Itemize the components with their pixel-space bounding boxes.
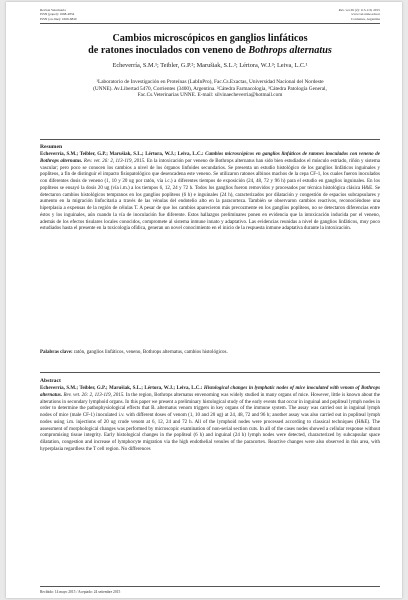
article-page (6, 2, 402, 598)
journal-location: Corrientes, Argentina (350, 16, 380, 21)
section-rule-resumen (40, 139, 380, 140)
resumen-citation-title: Cambios microscópicos en ganglios linfáticos de ratones inoculados con veneno de Bothrops alternatus. (40, 152, 381, 164)
journal-url: www.vet.unne.edu.ar (351, 12, 380, 17)
affiliations (40, 79, 380, 99)
abstract-text: In the region, Bothrops alternatus envenoming was widely studied in many organs of mice. However, little is known about the alterations in secondary lymphoid organs. In this paper we present a preliminary histological study of the early events that occur in inguinal and popliteal lymph nodes in order to determine the pathophysiological effects that B. alternatus venom triggers in key organs of the immune system. The assay was carried out in inguinal lymph nodes of mice (male CF-1) inoculated i.v. with different doses of venom (1, 10 and 20 ug) at 24, 48, 72 and 96 h; another assay was also carried out in popliteal lymph nodes using i.m. injections of 20 ug crude venom at 6, 12, 24 and 72 h. All of the lymphoid nodes were processed according to classical techniques (H&E). The assessment of morphological changes was performed by microscopic examination of non-serial section cuts. In all of the cases nodes showed a cellular response without compromising tissue integrity. Early histological changes in the popliteal (6 h) and inguinal (24 h) lymph nodes were detected, characterized by subcapsular space dilatation, congestion and increase of lymphocyte migration via the high endothelial venules of the paracortex. Reactive changes were also observed in this area, with hyperplasia regardless the T cell region. No differences (40, 392, 381, 452)
journal-name: Revista Veterinaria (40, 8, 66, 12)
affiliation-line-3: Fac.Cs.Veterinarias UNNE. E-mail: silvinaecheverria@hotmail.com (137, 92, 283, 99)
journal-header-left (40, 8, 77, 21)
issn-online: ISSN (on-line): 1669-6840 (40, 16, 77, 21)
abstract-citation-authors: Echeverría, S.M.; Teibler, G.P.; Marušiak, S.L.; Lértora, W.J.; Leiva, L.C.: (40, 386, 203, 391)
title-line-2-text: de ratones inoculados con veneno de (88, 44, 249, 56)
resumen-citation-authors: Echeverría, S.M.; Teibler, G.P.; Marušiak, S.L.; Lértora, W.J.; Leiva, L.C.: (40, 152, 204, 157)
affiliation-line-1: ¹Laboratorio de Investigación en Proteínas (LabInPro), Fac.Cs.Exactas, Universidad Nacional del Nordeste (96, 79, 324, 85)
author-list: Echeverría, S.M.¹; Teibler, G.P.²; Marušiak, S.L.²; Lértora, W.J.³; Leiva, L.C.¹ (112, 62, 308, 69)
title-species: Bothrops alternatus (248, 44, 332, 56)
resumen-citation-ref: Rev. vet. 26: 2, 113-119, 2015. (83, 158, 146, 164)
section-rule-abstract (40, 372, 380, 373)
footer-rule (40, 586, 380, 587)
journal-citation: Rev. vet 26 (2): 113-119, 2015 (338, 8, 380, 12)
keywords (40, 350, 380, 357)
abstract-body (40, 386, 380, 454)
article-title (46, 33, 374, 56)
keywords-label: Palabras clave: (40, 350, 73, 355)
resumen-heading: Resumen (40, 144, 63, 150)
resumen-body (40, 152, 380, 233)
title-line-2 (46, 45, 374, 57)
affiliation-line-2: (UNNE). Av.Libertad 5470, Corrientes (3400), Argentina. ²Cátedra Farmacología, ³Cátedra Patología General, (93, 85, 327, 92)
resumen-text: En la intoxicación por veneno de Bothrops alternatus han sido bien estudiados el músculo estriado, riñón y sistema vascular; pero poco se conocen los cambios a nivel de los órganos linfoides secundarios. Se presenta un estudio histológico de los ganglios linfáticos inguinales y popliteos, a fin de distinguir el impacto fisiopatológico que desencadena este veneno. Se utilizaron ratones albinos machos de la cepa CF-1, los cuales fueron inoculados con diferentes dosis de veneno (1, 10 y 20 ug por ratón, vía i.c.) a diferentes tiempos de exposición (24, 48, 72 y 96 h) para el estudio en ganglios inguinales. En los popliteos se ensayó la dosis 20 ug (vía i.m.) a los tiempos 6, 12, 24 y 72 h. Todos los ganglios fueron removidos y procesados por técnica histológica clásica H&E. Se detectaron cambios histológicos tempranos en los ganglios popliteos (6 h) e inguinales (24 h), caracterizados por dilatación y congestión de espacios subcapsulares y aumento en la migración linfocitaria a través de las vénulas del endotelio alto en la paracorteza. También se observaron cambios reactivos, reconociéndose una hiperplasia a expensas de la región de células T. A pesar de que los cambios aparecieron más precozmente en los ganglios popliteos, no se detectaron diferencias entre éstos y los inguinales, aún cuando la vía de inoculación fue diferente. Estos hallazgos preliminares ponen en evidencia que la intoxicación inducida por el veneno, además de los efectos tisulares locales conocidos, compromete al sistema inmune innato y adaptativo. Las evidencias reunidas a nivel de ganglios linfáticos, muy poco estudiados hasta el presente en la toxicología ofídica, generan un novel conocimiento en el inicio de la respuesta inmune adaptativa durante la intoxicación. (40, 158, 380, 232)
abstract-heading: Abstract (40, 378, 61, 384)
issn-print: ISSN (papel): 1668-4834 (40, 12, 75, 17)
received-accepted-dates: Recibido: 14 mayo 2015 / Aceptado: 24 setiembre 2015 (40, 590, 121, 594)
journal-header-right (339, 8, 380, 21)
abstract-citation-title: Histological changes in lymphatic nodes of mice inoculated with venom of Bothrops alternatus. (40, 386, 381, 398)
title-line-1: Cambios microscópicos en ganglios linfáticos (112, 33, 308, 44)
abstract-citation-ref: Rev. vet. 26: 2, 113-119, 2015. (63, 392, 125, 398)
header-rule (40, 23, 380, 24)
keywords-text: ratón, ganglios linfáticos, veneno, Bothrops alternatus, cambios histológicos. (73, 350, 228, 355)
